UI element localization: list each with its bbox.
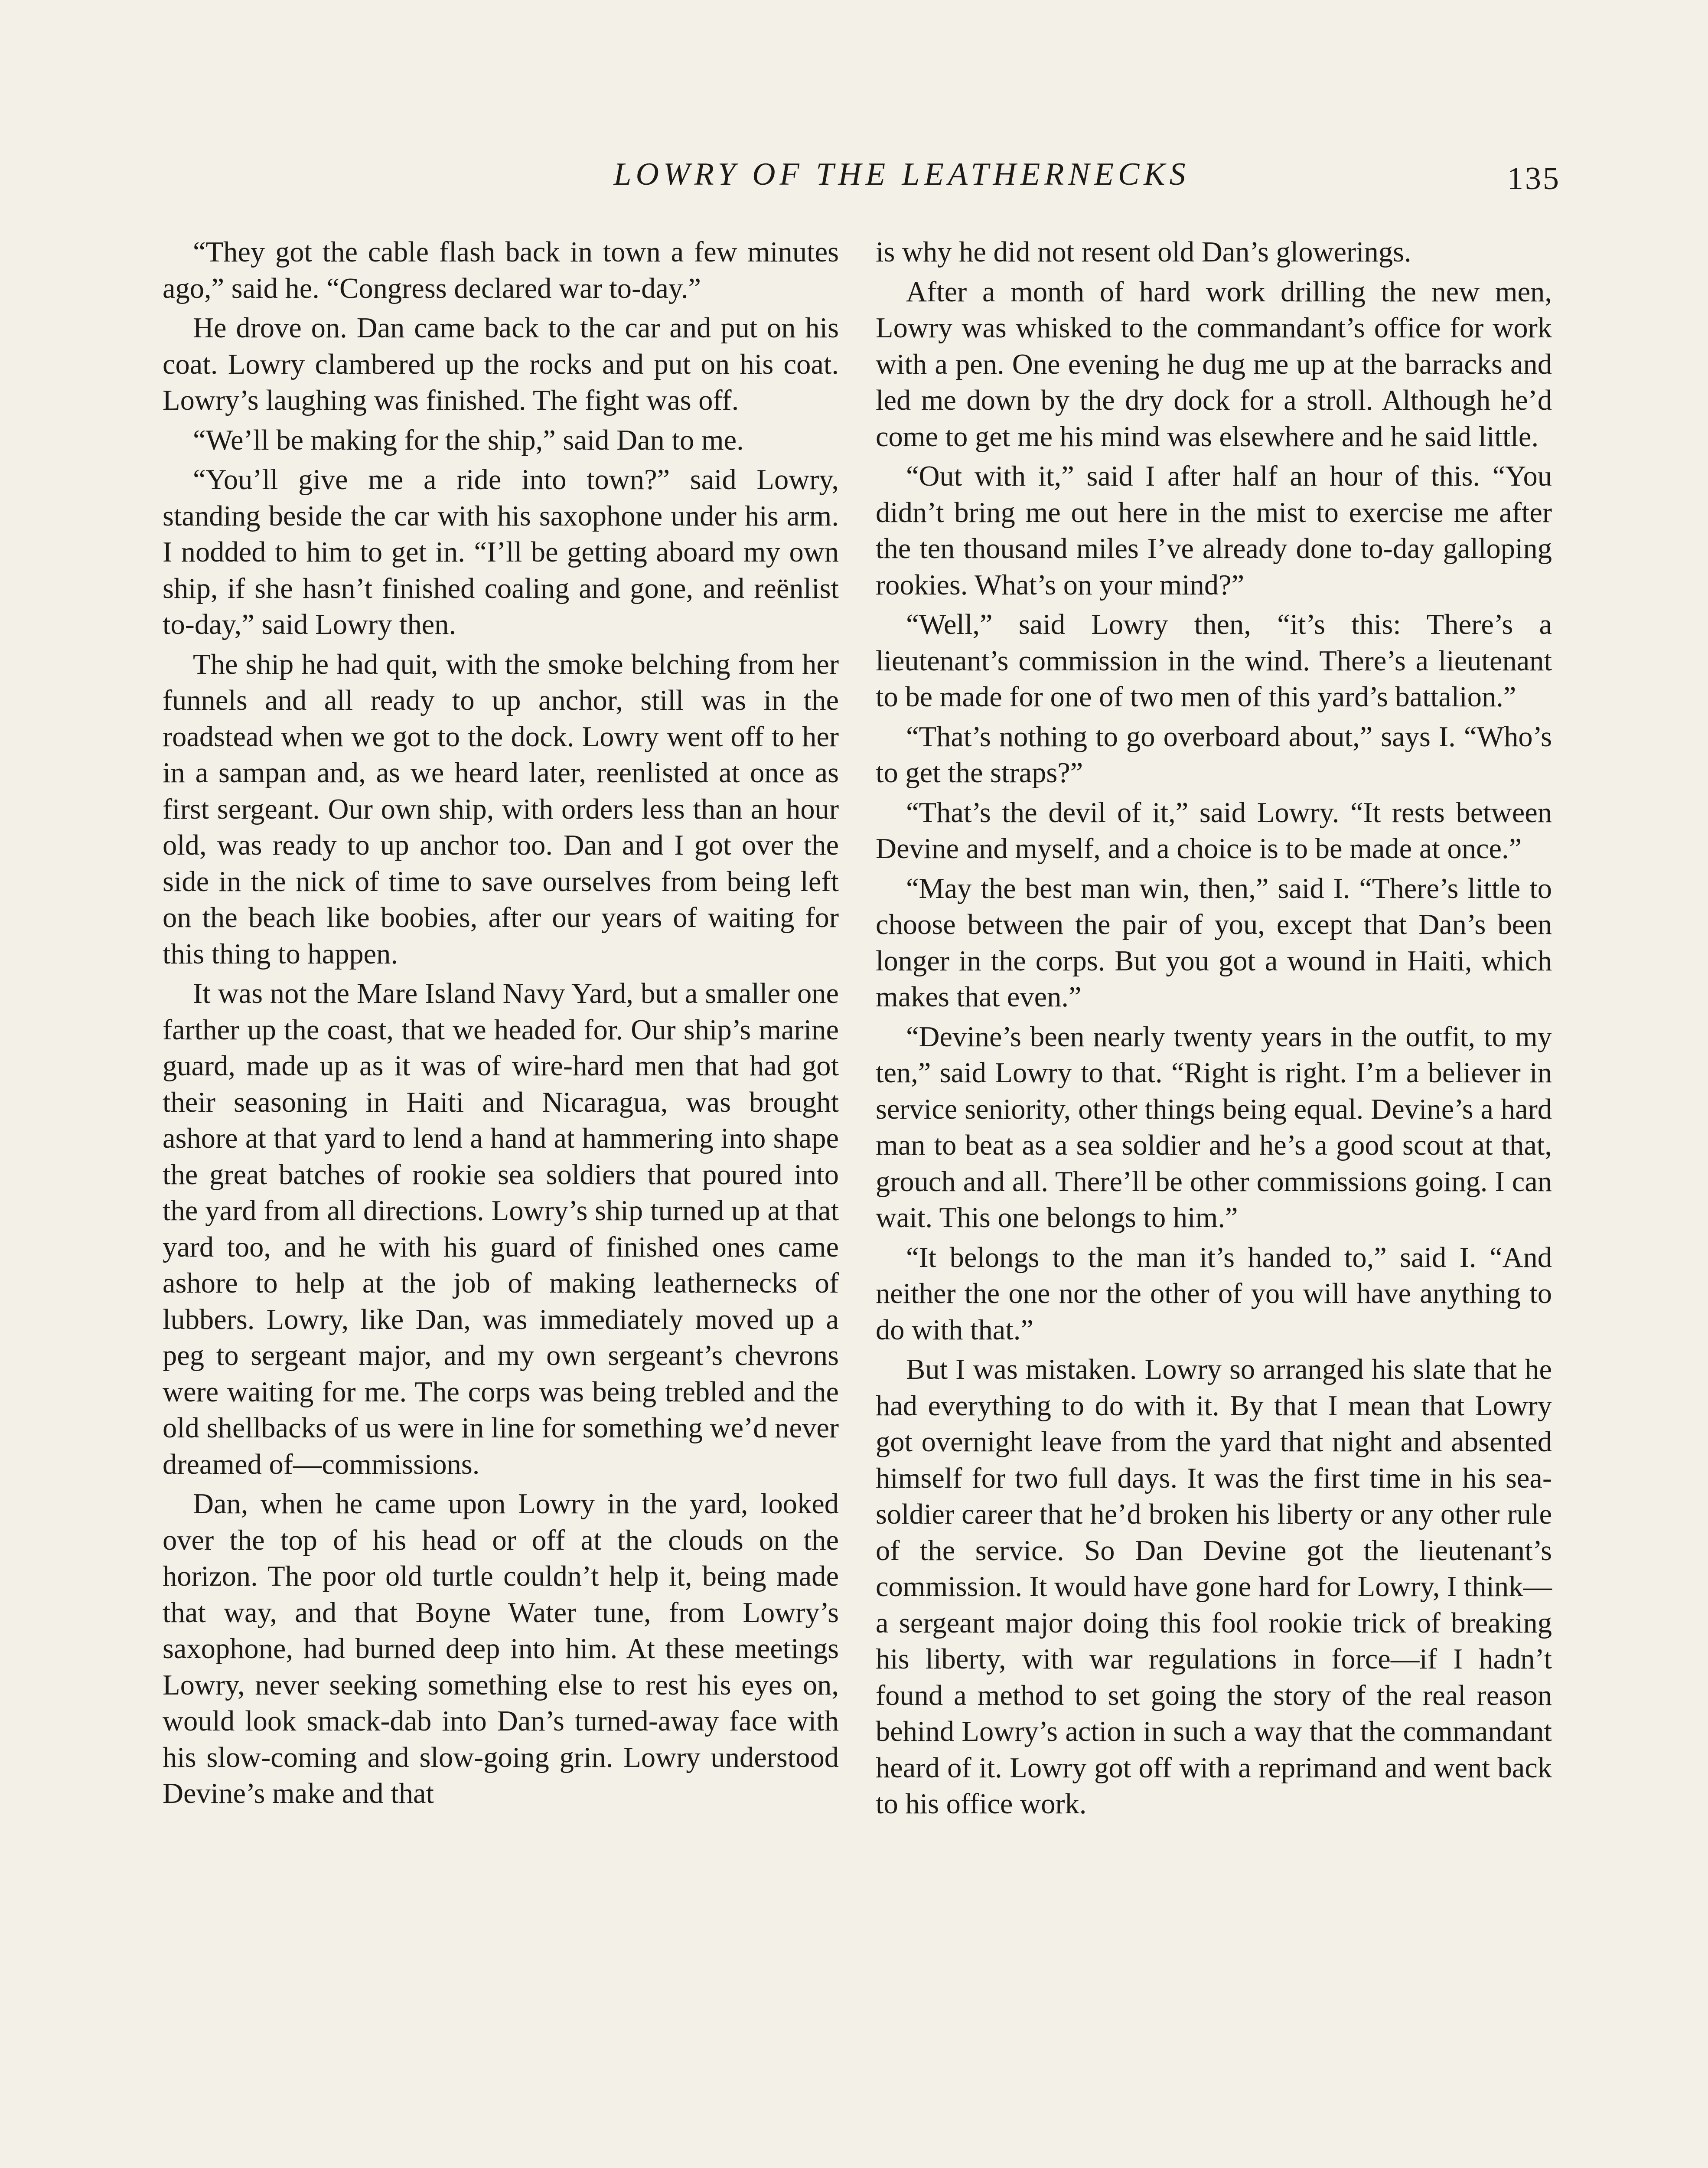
paragraph: “May the best man win, then,” said I. “There’s little to choose between the pair of you, except that Dan’s been longer in the corps. But you got a wound in Haiti, which makes that even.” [876, 872, 1552, 1013]
page-number: 135 [1507, 161, 1561, 196]
paragraph: “That’s the devil of it,” said Lowry. “It rests between Devine and myself, and a choice is to be made at once.” [876, 797, 1552, 865]
paragraph: “Devine’s been nearly twenty years in the outfit, to my ten,” said Lowry to that. “Right is right. I’m a believer in service seniority, other things being equal. Devine’s a hard man to beat as a sea soldier and he’s a good scout at that, grouch and all. There’ll be other commissions going. I can wait. This one belongs to him.” [876, 1021, 1552, 1234]
paragraph-continuation: is why he did not resent old Dan’s glowerings. [876, 236, 1411, 268]
paragraph: After a month of hard work drilling the new men, Lowry was whisked to the commandant’s office for work with a pen. One evening he dug me up at the barracks and led me down by the dry dock for a stroll. Although he’d come to get me his mind was elsewhere and he said little. [876, 276, 1552, 453]
paragraph: “You’ll give me a ride into town?” said Lowry, standing beside the car with his saxophone under his arm. I nodded to him to get in. “I’ll be getting aboard my own ship, if she hasn’t finished coaling and gone, and reënlist to-day,” said Lowry then. [163, 464, 839, 640]
paragraph: The ship he had quit, with the smoke belching from her funnels and all ready to up anchor, still was in the roadstead when we got to the dock. Lowry went off to her in a sampan and, as we heard later, reenlisted at once as first sergeant. Our own ship, with orders less than an hour old, was ready to up anchor too. Dan and I got over the side in the nick of time to save ourselves from being left on the beach like boobies, after our years of waiting for this thing to happen. [163, 648, 839, 970]
paragraph: It was not the Mare Island Navy Yard, but a smaller one farther up the coast, that we headed for. Our ship’s marine guard, made up as it was of wire-hard men that had got their seasoning in Haiti and Nicaragua, was brought ashore at that yard to lend a hand at hammering into shape the great batches of rookie sea soldiers that poured into the yard from all directions. Lowry’s ship turned up at that yard too, and he with his guard of finished ones came ashore to help at the job of making leathernecks of lubbers. Lowry, like Dan, was immediately moved up a peg to sergeant major, and my own sergeant’s chevrons were waiting for me. The corps was being trebled and the old shellbacks of us were in line for something we’d never dreamed of—commissions. [163, 978, 839, 1480]
paragraph: “We’ll be making for the ship,” said Dan to me. [193, 424, 744, 456]
paragraph: “Out with it,” said I after half an hour of this. “You didn’t bring me out here in the mist to exercise me after the ten thousand miles I’ve already done to-day galloping rookies. What’s on your mind?” [876, 460, 1552, 601]
left-column [163, 234, 839, 1815]
paragraph: “It belongs to the man it’s handed to,” said I. “And neither the one nor the other of you will have anything to do with that.” [876, 1241, 1552, 1346]
paragraph: “Well,” said Lowry then, “it’s this: There’s a lieutenant’s commission in the wind. There’s a lieutenant to be made for one of two men of this yard’s battalion.” [876, 609, 1552, 713]
running-title: LOWRY OF THE LEATHERNECKS [613, 157, 1190, 192]
paragraph: But I was mistaken. Lowry so arranged his slate that he had everything to do with it. By that I mean that Lowry got overnight leave from the yard that night and absented himself for two full days. It was the first time in his sea-soldier career that he’d broken his liberty or any other rule of the service. So Dan Devine got the lieutenant’s commission. It would have gone hard for Lowry, I think—a sergeant major doing this fool rookie trick of breaking his liberty, with war regulations in force—if I hadn’t found a method to set going the story of the real reason behind Lowry’s action in such a way that the commandant heard of it. Lowry got off with a reprimand and went back to his office work. [876, 1354, 1552, 1820]
paragraph: He drove on. Dan came back to the car and put on his coat. Lowry clambered up the rocks and put on his coat. Lowry’s laughing was finished. The fight was off. [163, 312, 839, 416]
paragraph: “They got the cable flash back in town a few minutes ago,” said he. “Congress declared war to-day.” [163, 236, 839, 304]
paragraph: “That’s nothing to go overboard about,” says I. “Who’s to get the straps?” [876, 721, 1552, 789]
paragraph: Dan, when he came upon Lowry in the yard, looked over the top of his head or off at the clouds on the horizon. The poor old turtle couldn’t help it, being made that way, and that Boyne Water tune, from Lowry’s saxophone, had burned deep into him. At these meetings Lowry, never seeking something else to rest his eyes on, would look smack-dab into Dan’s turned-away face with his slow-coming and slow-going grin. Lowry understood Devine’s make and that [163, 1488, 839, 1809]
right-column [876, 234, 1552, 1826]
